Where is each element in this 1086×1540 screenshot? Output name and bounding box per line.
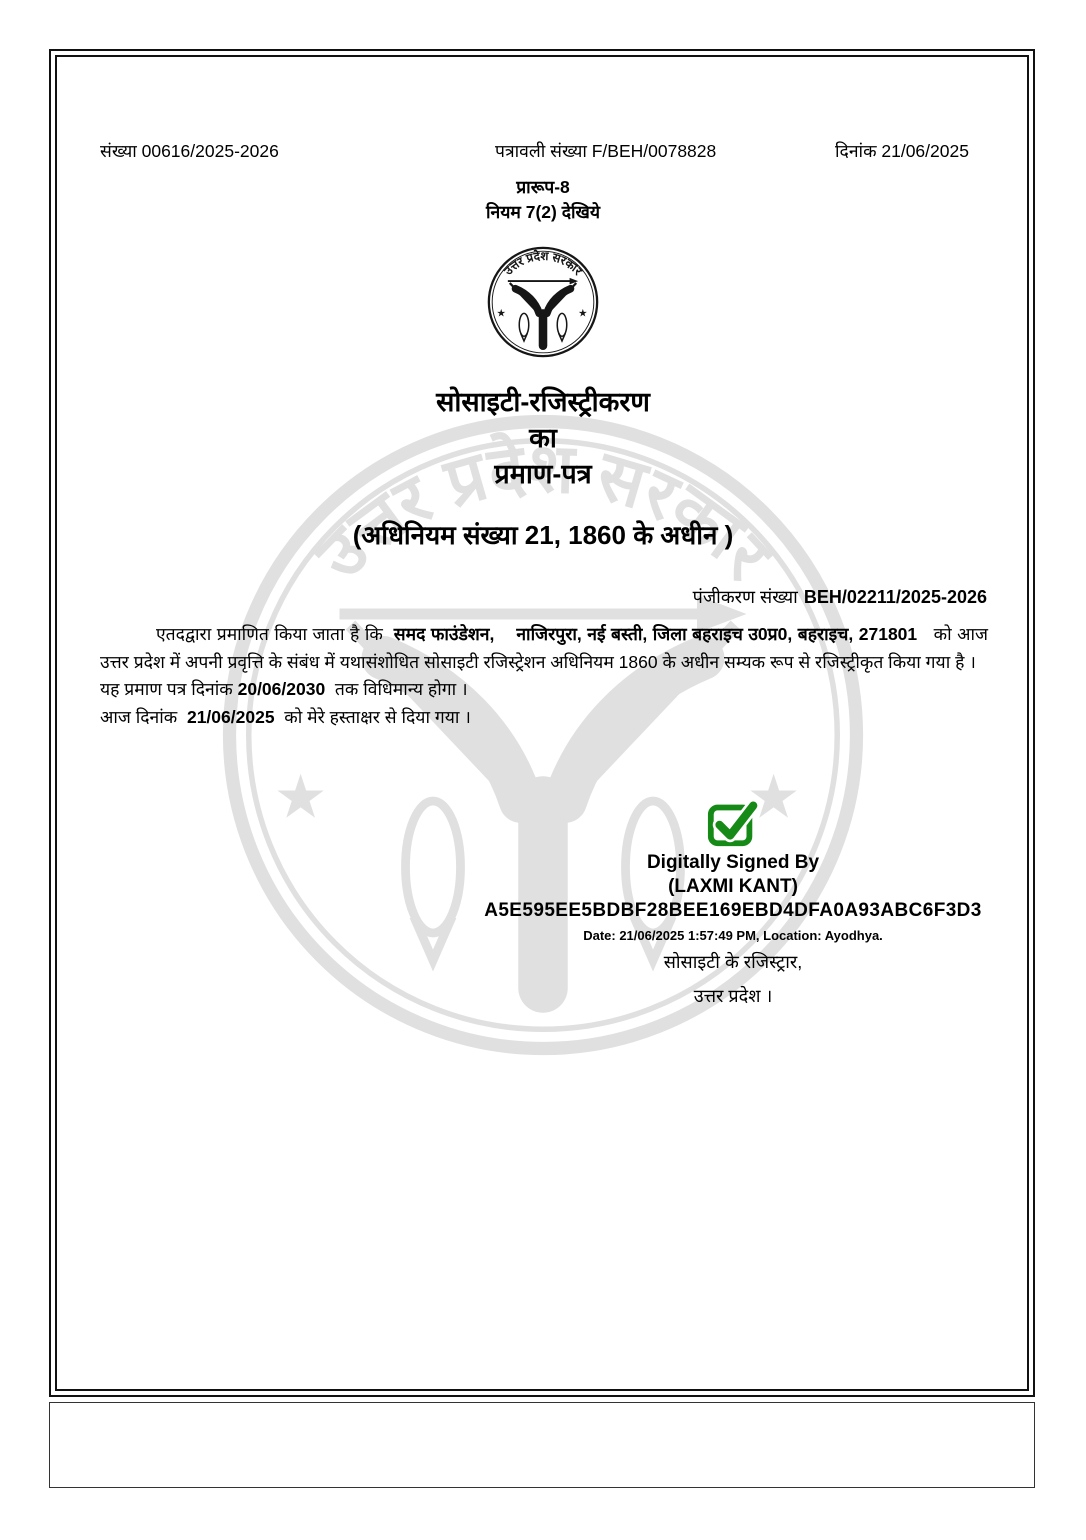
issue-date: दिनांक 21/06/2025 (835, 141, 969, 161)
signer-name: (LAXMI KANT) (668, 876, 798, 897)
act-reference: (अधिनियम संख्या 21, 1860 के अधीन ) (352, 520, 734, 550)
registration-label: पंजीकरण संख्या (692, 587, 798, 607)
footer-box (49, 1402, 1035, 1488)
title-line-1: सोसाइटी-रजिस्ट्रीकरण (436, 387, 650, 417)
registrar-state: उत्तर प्रदेश । (693, 986, 773, 1006)
registration-number-line (693, 585, 987, 609)
digital-signature-block (445, 795, 1021, 1011)
title-line-3: प्रमाण-पत्र (494, 459, 592, 489)
signature-date-location: Date: 21/06/2025 1:57:49 PM, Location: Ayodhya. (583, 928, 883, 943)
form-number: प्रारूप-8 (516, 177, 570, 197)
signature-hash: A5E595EE5BDBF28BEE169EBD4DFA0A93ABC6F3D3 (484, 900, 982, 921)
issuance-line: आज दिनांक 21/06/2025 को मेरे हस्ताक्षर से दिया गया । (100, 706, 471, 727)
rule-reference: नियम 7(2) देखिये (486, 202, 600, 222)
registration-number: BEH/02211/2025-2026 (803, 587, 987, 607)
up-government-emblem (486, 245, 600, 359)
signed-by-label: Digitally Signed By (646, 852, 820, 873)
registrar-designation: सोसाइटी के रजिस्ट्रार, (663, 952, 803, 972)
title-line-2: का (529, 423, 557, 453)
validity-line: यह प्रमाण पत्र दिनांक 20/06/2030 तक विधिमान्य होगा । (100, 679, 468, 699)
certification-paragraph: एतदद्वारा प्रमाणित किया जाता है कि समद फाउंडेशन, नाजिरपुरा, नई बस्ती, जिला बहराइच उ0प्र0, बहराइच, 271801 को आज उत्तर प्रदेश में अपनी प्रवृत्ति के संबंध में यथासंशोधित सोसाइटी रजिस्ट्रेशन अधिनियम 1860 के अधीन सम्यक रूप से रजिस्ट्रीकृत किया गया है । (100, 624, 988, 672)
certificate-title (0, 384, 1086, 492)
serial-number: संख्या 00616/2025-2026 (100, 141, 279, 161)
digitally-signed-check-icon (706, 795, 760, 849)
file-number: पत्रावली संख्या F/BEH/0078828 (495, 141, 717, 161)
certificate-body (100, 621, 988, 731)
